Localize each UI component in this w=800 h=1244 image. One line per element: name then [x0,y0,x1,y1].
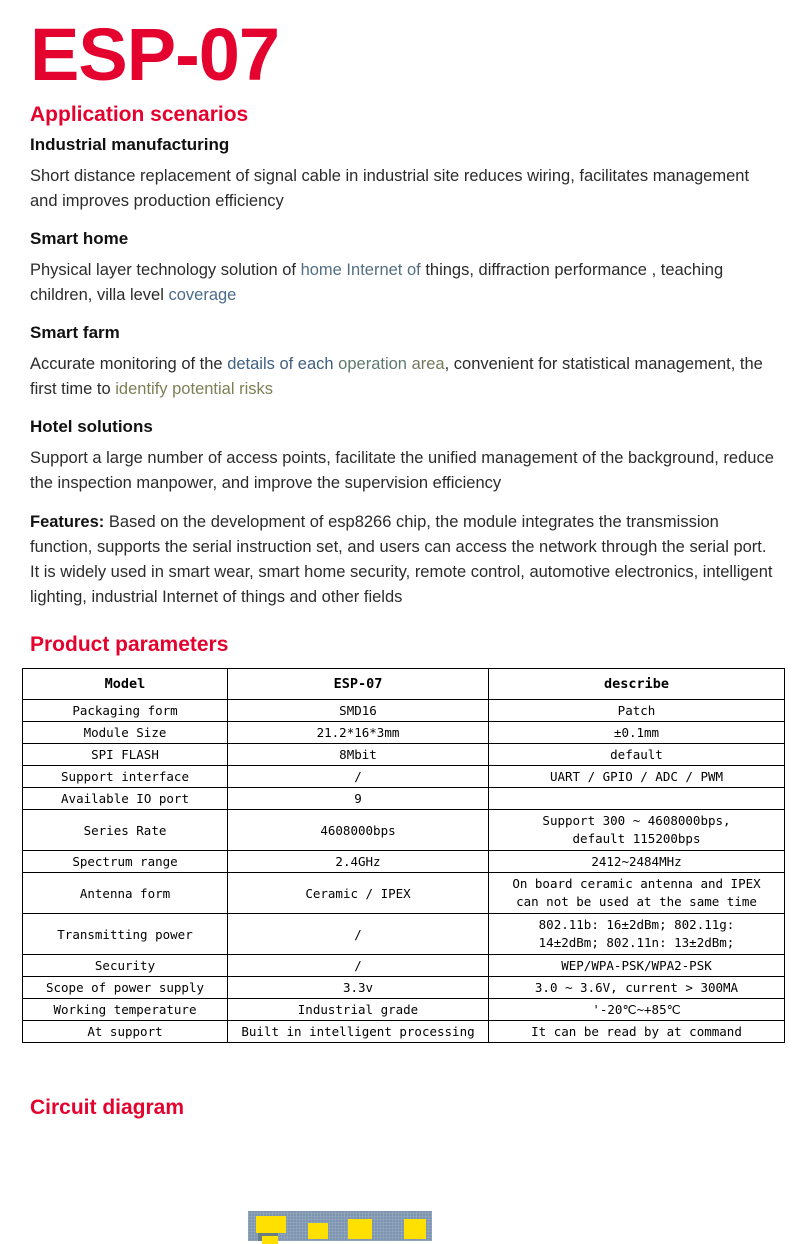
table-cell: / [228,766,489,788]
table-cell: 4608000bps [228,810,489,851]
table-row [23,977,785,999]
table-cell: Working temperature [23,999,228,1021]
table-body [23,700,785,1043]
table-row [23,766,785,788]
table-row [23,788,785,810]
table-cell: Transmitting power [23,914,228,955]
table-cell: 8Mbit [228,744,489,766]
table-cell: / [228,914,489,955]
features-label: Features: [30,513,105,531]
smart-home-text-tinted-b: coverage [168,286,237,304]
table-row [23,744,785,766]
table-row [23,999,785,1021]
table-cell: / [228,955,489,977]
features-body: Based on the development of esp8266 chip, the module integrates the transmission function, supports the serial instruction set, and users can access the network through the serial port. It is widely used in smart wear, smart home security, remote control, automotive electronics, intelligent lighting, industrial Internet of things and other fields [30,513,773,606]
page-title: ESP-07 [30,13,280,96]
smart-farm-text-tinted-a: details of each [227,355,334,373]
paragraph-smart-home [30,258,778,308]
table-cell: Built in intelligent processing [228,1021,489,1043]
table-cell: Available IO port [23,788,228,810]
table-row [23,722,785,744]
table-row [23,810,785,851]
section-heading-product-parameters: Product parameters [30,633,229,656]
pcb-substrate [248,1211,432,1241]
table-cell: Support 300 ~ 4608000bps, default 115200bps [489,810,785,851]
table-cell: Series Rate [23,810,228,851]
paragraph-hotel-solutions: Support a large number of access points, facilitate the unified management of the background, reduce the inspection manpower, and improve the supervision efficiency [30,449,774,492]
table-cell: ±0.1mm [489,722,785,744]
section-heading-circuit-diagram: Circuit diagram [30,1096,185,1119]
paragraph-features [30,510,778,610]
smart-farm-text-a: Accurate monitoring of the [30,355,228,373]
table-cell [489,788,785,810]
pcb-pad [262,1236,278,1244]
section-heading-application-scenarios: Application scenarios [30,103,249,126]
smart-farm-text-tinted-b: operation [333,355,412,373]
subheading-smart-home: Smart home [30,229,129,248]
subheading-industrial-manufacturing: Industrial manufacturing [30,135,230,154]
smart-farm-text-tinted-c: area [411,355,445,373]
table-cell: 9 [228,788,489,810]
table-row [23,1021,785,1043]
table-row [23,851,785,873]
table-row [23,700,785,722]
table-header-row [23,669,785,700]
table-cell: Ceramic / IPEX [228,873,489,914]
circuit-board-image [248,1211,432,1241]
table-cell: SMD16 [228,700,489,722]
table-cell: 802.11b: 16±2dBm; 802.11g: 14±2dBm; 802.11n: 13±2dBm; [489,914,785,955]
subheading-smart-farm: Smart farm [30,323,120,342]
table-cell: Industrial grade [228,999,489,1021]
table-cell: 21.2*16*3mm [228,722,489,744]
table-cell: 2412~2484MHz [489,851,785,873]
paragraph-smart-farm [30,352,778,402]
table-row [23,873,785,914]
table-cell: It can be read by at command [489,1021,785,1043]
table-cell: Spectrum range [23,851,228,873]
table-cell: Module Size [23,722,228,744]
table-cell: WEP/WPA-PSK/WPA2-PSK [489,955,785,977]
table-header-describe: describe [489,669,785,700]
smart-farm-text-b: , convenient for statistical management, the first time to [30,355,763,398]
table-cell: SPI FLASH [23,744,228,766]
table-cell: Packaging form [23,700,228,722]
table-header-model: Model [23,669,228,700]
table-header-esp07: ESP-07 [228,669,489,700]
pcb-pad [256,1216,286,1233]
smart-home-text-tinted-a: home Internet of [300,261,421,279]
table-row [23,914,785,955]
table-row [23,955,785,977]
table-cell: 2.4GHz [228,851,489,873]
smart-home-text-a: Physical layer technology solution of [30,261,301,279]
table-cell: UART / GPIO / ADC / PWM [489,766,785,788]
table-cell: On board ceramic antenna and IPEX can not be used at the same time [489,873,785,914]
smart-farm-text-tinted-d: identify potential risks [115,380,274,398]
table-cell: '-20℃~+85℃ [489,999,785,1021]
table-cell: Security [23,955,228,977]
table-cell: Scope of power supply [23,977,228,999]
smart-home-text-b: things, diffraction performance , teaching children, villa level [30,261,724,304]
pcb-pad [348,1219,372,1239]
pcb-pad [404,1219,426,1239]
table-cell: Patch [489,700,785,722]
product-parameters-table [22,668,785,1043]
table-cell: 3.0 ~ 3.6V, current > 300MA [489,977,785,999]
table-cell: Antenna form [23,873,228,914]
paragraph-industrial-manufacturing: Short distance replacement of signal cable in industrial site reduces wiring, facilitates management and improves production efficiency [30,167,750,210]
table-cell: At support [23,1021,228,1043]
subheading-hotel-solutions: Hotel solutions [30,417,153,436]
pcb-pad [308,1223,328,1239]
table-cell: default [489,744,785,766]
table-cell: 3.3v [228,977,489,999]
table-cell: Support interface [23,766,228,788]
